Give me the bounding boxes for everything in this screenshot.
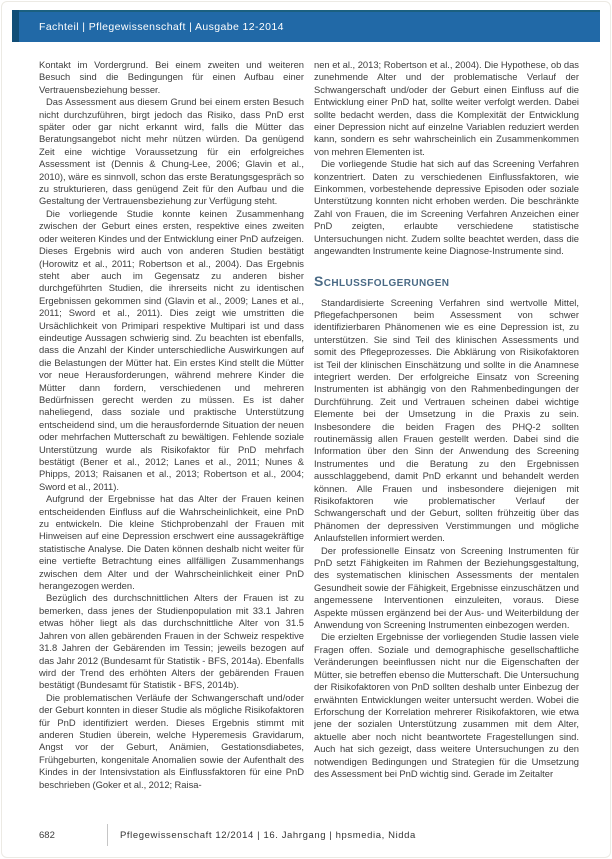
paragraph: Die vorliegende Studie hat sich auf das Screening Verfahren konzentriert. Daten zu verschiedenen Einflussfaktoren, wie Einkommen, vorbestehende depressive Episoden oder soziale Unterstützung konnten nicht erhoben werden. Die beschränkte Zahl von Frauen, die im Screening Verfahren Anzeichen einer PnD zeigten, erlaubte verschiedene statistische Untersuchungen nicht. Zudem sollte beachtet werden, dass die angewandten Instrumente keine Diagnose-Instrumente sind. — [314, 158, 579, 257]
right-column-paragraphs-bottom — [314, 297, 579, 781]
left-column — [39, 59, 304, 819]
journal-page — [1, 1, 611, 858]
paragraph: Das Assessment aus diesem Grund bei einem ersten Besuch nicht durchzuführen, birgt jedoch das Risiko, dass PnD erst später oder gar nicht erkannt wird, falls die Mütter das Beratungsangebot nicht mehr nützen würden. Da genügend Zeit eine wichtige Voraussetzung für ein erfolgreiches Assessment ist (Dennis & Chung-Lee, 2006; Glavin et al., 2010), wäre es sinnvoll, schon das erste Beratungsgespräch so zu strukturieren, dass genügend Zeit für den Aufbau und die Gestaltung der Vertrauensbeziehung zur Verfügung steht. — [39, 96, 304, 207]
right-column — [314, 59, 579, 819]
left-column-paragraphs — [39, 59, 304, 791]
paragraph: Standardisierte Screening Verfahren sind wertvolle Mittel, Pflegefachpersonen beim Assessment von schwer identifizierbaren Phänomenen wie es eine Depression ist, zu unterstützen. Sie sind Teil des klinischen Assessments und somit des Pflegeprozesses. Die Abklärung von Risikofaktoren ist Teil der klinischen Einschätzung und sollte in die Anamnese integriert werden. Der erfolgreiche Einsatz von Screening Instrumenten ist abhängig von den Rahmenbedingungen der Durchführung. Zeit und Vertrauen scheinen dabei wichtige Elemente bei der Umsetzung in die Praxis zu sein. Insbesondere die beiden Fragen des PHQ-2 sollten routinemässig allen Frauen gestellt werden. Dabei sind die Information über den Sinn der Anwendung des Screening Instrumentes und die Beratung zu den Ergebnissen ausschlaggebend, damit PnD erkannt und behandelt werden können. Alle Frauen und insbesondere diejenigen mit Risikofaktoren wie problematischer Verlauf der Schwangerschaft und der Geburt, sollten frühzeitig über das Phänomen der depressiven Verstimmungen und mögliche Anlaufstellen informiert werden. — [314, 296, 579, 544]
right-column-paragraphs-top — [314, 59, 579, 258]
footer-journal-line: Pflegewissenschaft 12/2014 | 16. Jahrgang | hpsmedia, Nidda — [120, 829, 416, 841]
footer-divider — [107, 824, 108, 846]
paragraph: nen et al., 2013; Robertson et al., 2004). Die Hypothese, ob das zunehmende Alter und der problematische Verlauf der Schwangerschaft und/oder der Geburt einen Einfluss auf die Entwicklung einer PnD hat, sollte weiter verfolgt werden. Dabei sollte bedacht werden, dass die Komplexität der Entwicklung einer Depression nicht auf einzelne Variablen reduziert werden kann, sondern es sehr wahrscheinlich ein Zusammenkommen von mehren Elementen ist. — [314, 59, 579, 157]
paragraph: Bezüglich des durchschnittlichen Alters der Frauen ist zu bemerken, dass jenes der Studienpopulation mit 33.1 Jahren etwas höher liegt als das durchschnittliche Alter von 31.5 Jahren von allen gebärenden Frauen in der Schweiz respektive 31.8 Jahren der Gebärenden im Tessin; jeweils bezogen auf das Jahr 2012 (Bundesamt für Statistik - BFS, 2014a). Ebenfalls wird der Trend des erhöhten Alters der gebärenden Frauen bestätigt (Bundesamt für Statistik - BFS, 2014b). — [39, 592, 304, 691]
paragraph: Die erzielten Ergebnisse der vorliegenden Studie lassen viele Fragen offen. Soziale und demographische gesellschaftliche Veränderungen beeinflussen nicht nur die Eigenschaften der Mütter, sie betreffen ebenso die Mutterschaft. Die Untersuchung der Risikofaktoren von PnD sollten deshalb unter Einbezug der erwähnten Entwicklungen weiter untersucht werden. Wobei die Erforschung der Korrelation mehrerer Risikofaktoren, wie etwa jene der sozialen Unterstützung zusammen mit dem Alter, aktuelle aber noch nicht beantwortete Fragestellungen sind. Auch hat sich gezeigt, dass weitere Untersuchungen zu den notwendigen Bedingungen und Strategien für die Umsetzung des Assessment bei PnD wichtig sind. Gerade im Zeitalter — [314, 631, 579, 779]
paragraph: Kontakt im Vordergrund. Bei einem zweiten und weiteren Besuch sind die Bedingungen für einen Aufbau einer Vertrauensbeziehung besser. — [39, 59, 304, 95]
article-body — [39, 59, 580, 819]
paragraph: Die vorliegende Studie konnte keinen Zusammenhang zwischen der Geburt eines ersten, respektive eines zweiten oder weiteren Kindes und der Entwicklung einer PnD aufzeigen. Dieses Ergebnis wird auch von anderen Studien bestätigt (Horowitz et al., 2011; Robertson et al., 2004). Das Ergebnis steht aber auch im Gegensatz zu anderen bisher durchgeführten Studien, die ihrerseits nicht zu identischen Ergebnissen gekommen sind (Glavin et al., 2009; Lanes et al., 2011; Sword et al., 2011). Dies zeigt wie umstritten die Ursächlichkeit von Primipari respektive Multipari ist und dass eindeutige Aussagen schwierig sind. Zu beachten ist ebenfalls, dass die Anzahl der Kinder unterschiedliche Auswirkungen auf die Belastungen der Mütter hat. Ein erstes Kind stellt die Mütter vor neue Herausforderungen, während mehrere Kinder die Mütter dann fordern, verschiedenen und mehreren Bedürfnissen gerecht werden zu müssen. Es ist daher naheliegend, dass soziale und praktische Unterstützung entscheidend sind, um die herausfordernde Situation der neuen oder mehrfachen Mutterschaft zu bewältigen. Fehlende soziale Unterstützung wurde als Risikofaktor für PnD mehrfach bestätigt (Bener et al., 2012; Lanes et al., 2011; Nunes & Phipps, 2013; Raisanen et al., 2013; Robertson et al., 2004; Sword et al., 2011). — [39, 207, 304, 492]
header-title: Fachteil | Pflegewissenschaft | Ausgabe 12-2014 — [39, 21, 284, 33]
page-footer — [39, 824, 580, 846]
paragraph: Der professionelle Einsatz von Screening Instrumenten für PnD setzt Fähigkeiten im Rahmen der Beziehungsgestaltung, des systematischen klinischen Assessments der mentalen Gesundheit sowie der Fähigkeit, Ergebnisse einzuschätzen und angemessene Interventionen einzuleiten, voraus. Diese Aspekte müssen ergänzend bei der Aus- und Weiterbildung der Anwendung von Screening Instrumenten einbezogen werden. — [314, 544, 579, 631]
section-heading-schlussfolgerungen: Schlussfolgerungen — [314, 272, 450, 289]
paragraph: Die problematischen Verläufe der Schwangerschaft und/oder der Geburt konnten in dieser Studie als mögliche Risikofaktoren für PnD identifiziert werden. Dieses Ergebnis stimmt mit anderen Studien überein, welche Hyperemesis Gravidarum, Angst vor der Geburt, Anämien, Gestationsdiabetes, Frühgeburten, kongenitale Anomalien sowie der Aufenthalt des Kindes in der Intensivstation als Einflussfaktoren für eine PnD beschrieben (Goker et al., 2012; Raisa- — [39, 691, 304, 790]
header-accent-stripe — [12, 10, 19, 42]
paragraph: Aufgrund der Ergebnisse hat das Alter der Frauen keinen entscheidenden Einfluss auf die Wahrscheinlichkeit, eine PnD zu entwickeln. Die kleine Stichprobenzahl der Frauen mit Hinweisen auf eine Depression erschwert eine aussagekräftige statistische Analyse. Die Daten können deshalb nicht weiter für eine vertiefte Betrachtung eines allfälligen Zusammenhangs zwischen dem Alter und der Wahrscheinlichkeit einer PnD herangezogen werden. — [39, 493, 304, 592]
page-number: 682 — [39, 829, 55, 841]
header-bar — [12, 10, 600, 42]
